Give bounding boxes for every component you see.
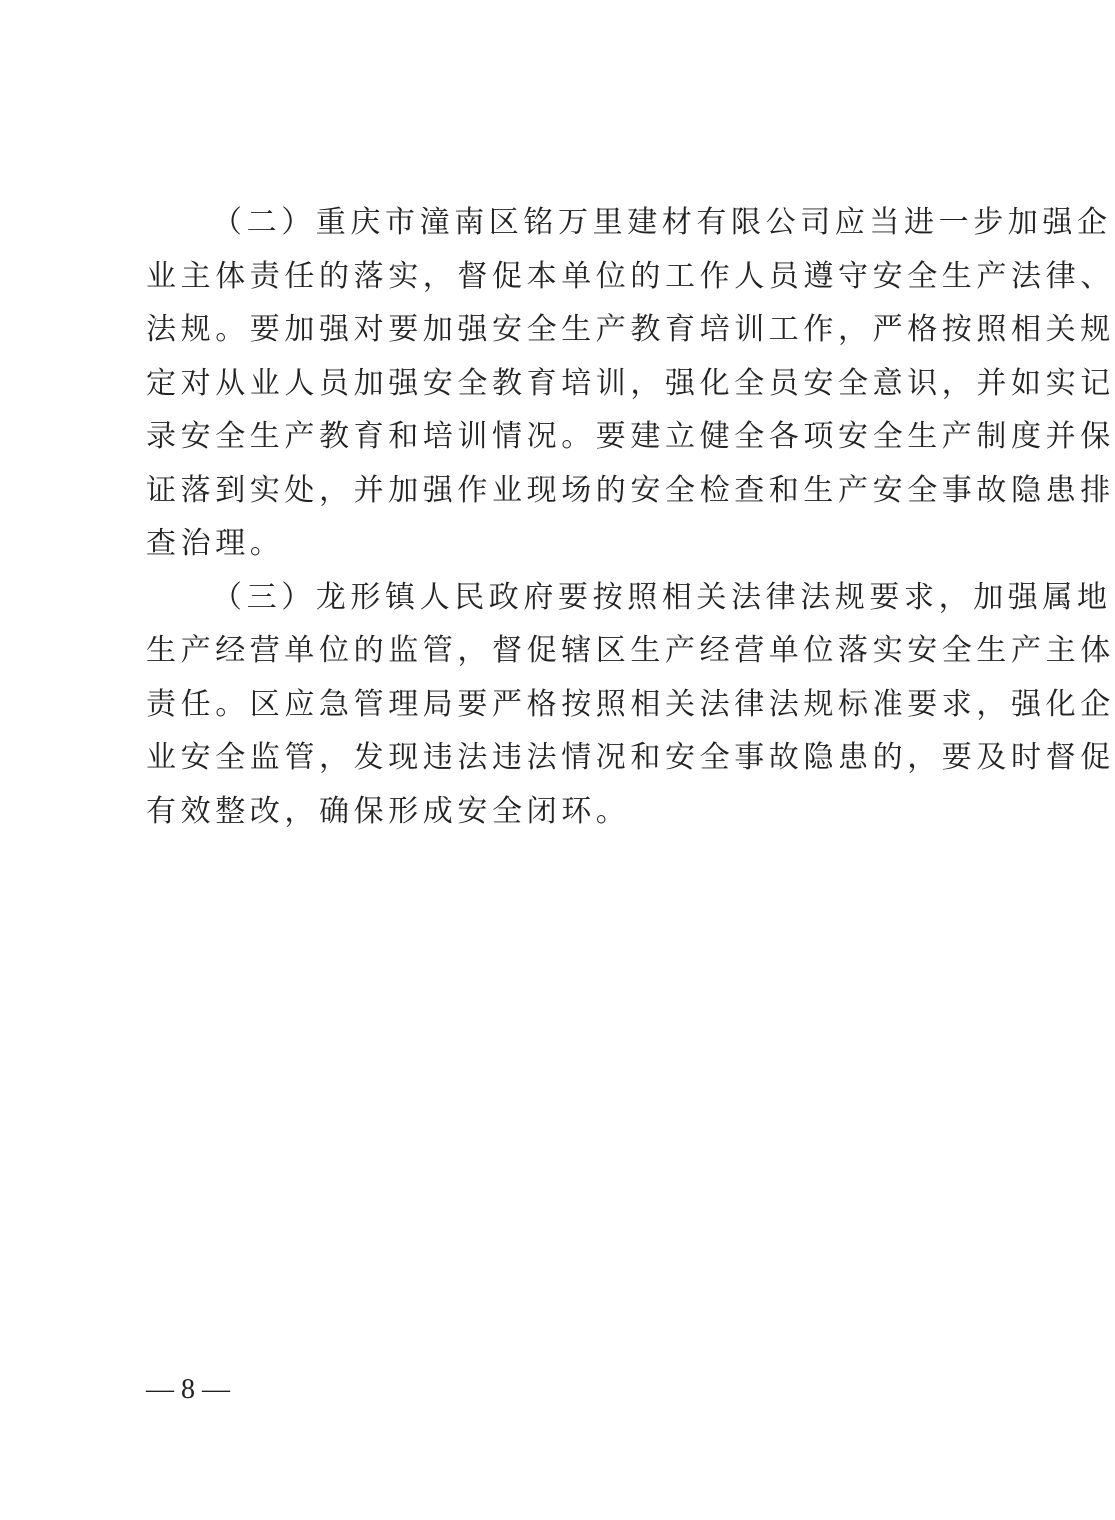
paragraph-2 (146, 196, 1115, 571)
paragraph-line: 业主体责任的落实，督促本单位的工作人员遵守安全生产法律、 (146, 258, 1115, 294)
paragraph-line: （二）重庆市潼南区铭万里建材有限公司应当进一步加强企 (212, 205, 1112, 240)
paragraph-line: 查治理。 (146, 526, 285, 561)
paragraph-line: 证落到实处，并加强作业现场的安全检查和生产安全事故隐患排 (146, 472, 1115, 508)
paragraph-line: 责任。区应急管理局要严格按照相关法律法规标准要求，强化企 (146, 686, 1115, 722)
paragraph-line: 法规。要加强对要加强安全生产教育培训工作，严格按照相关规 (146, 312, 1115, 347)
page-number: — 8 — (146, 1374, 230, 1405)
paragraph-line: 生产经营单位的监管，督促辖区生产经营单位落实安全生产主体 (146, 633, 1115, 668)
paragraph-line: 定对从业人员加强安全教育培训，强化全员安全意识，并如实记 (146, 365, 1115, 401)
paragraph-line: 业安全监管，发现违法违法情况和安全事故隐患的，要及时督促 (146, 740, 1115, 775)
paragraph-line: （三）龙形镇人民政府要按照相关法律法规要求，加强属地 (212, 579, 1112, 615)
paragraph-line: 录安全生产教育和培训情况。要建立健全各项安全生产制度并保 (146, 419, 1115, 454)
paragraph-line: 有效整改，确保形成安全闭环。 (146, 793, 631, 829)
paragraph-3 (146, 571, 1115, 839)
document-body (146, 196, 1115, 838)
